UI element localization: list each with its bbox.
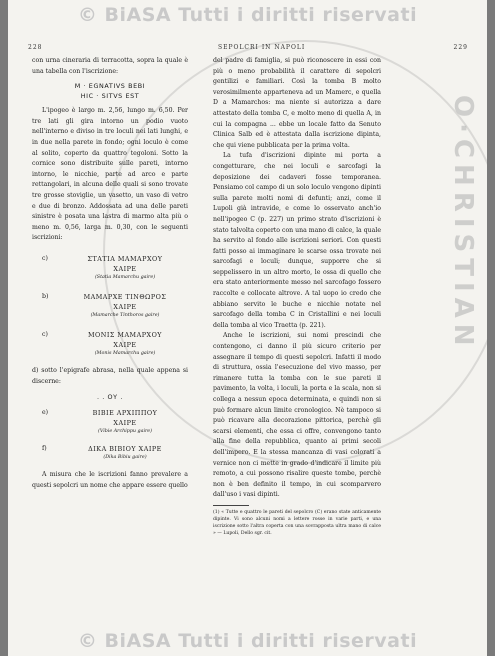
painted-inscriptions-paragraph: La tufa d'iscrizioni dipinte mi porta a congetturare, che nei loculi e sarcofagi la deposizione dei cadaveri fosse temporanea. Pensiamo col campo di un solo loculo vengono dipinti sulla parete molti nomi di defunti; anzi, come il Lupoli già intravide, e come lo osservato anch'io nell'ipogeo C (p. 227) un primo strato d'iscrizioni è stato talvolta coperto con una mano di calce, la quale ha servito al fondo alle iscrizioni seriori. Con questi fatti posso ai immaginare le scarse ossa trovate nei sarcofagi e loculi; dunque, supporre che si seppelissero in un altro morto, le ossa di quello che era stato anteriormente messo nel sarcofago fossero raccolte e collocate altrove. A tal uopo io credo che abbiano servito le buche e nicchie notate nel sarcofago della tomba C in Cristallini e nei loculi della tomba al vico Traetta (p. 221). bbox=[213, 152, 381, 329]
inscription-line: M · EGNATIVS BEBI bbox=[74, 82, 146, 91]
watermark-top: © BiASA Tutti i diritti riservati bbox=[77, 4, 418, 26]
running-title: SEPOLCRI IN NAPOLI bbox=[218, 44, 306, 51]
dating-paragraph: Anche le iscrizioni, sui nomi prescindi che contengono, ci danno il più sicuro criterio per assegnare il tempo di questi sepolcri. Infatti il modo di struttura, ossia l'esecuzione del vivo masso, per rimanere tutta la tomba con le sue pareti il pavimento, la volta, i loculi, la porta e la scala, non si collega a nessun epoca determinata, e quindi non si può formare alcun limite cronologico. Nè tampoco si può ricavare alla decorazione pittorica, perchè gli scarsi elementi, che essa ci offre, convengono tanto alla fine della repubblica, quanto ai primi secoli dell'impero. E la stessa mancanza di vasi colorati a vernice non ci mette in grado d'indicare il limite più remoto, a cui possono risalire queste tombe, perchè non è ben definito il tempo, in cui scomparvero dall'uso i vasi dipinti. bbox=[213, 332, 381, 499]
greek-line: ΒΙΒΙΕ ΑΡΧΙΠΠΟΥ bbox=[92, 409, 158, 418]
entry-label: f) bbox=[42, 445, 47, 453]
left-column bbox=[32, 56, 188, 491]
footnote-rule bbox=[213, 505, 249, 506]
transliteration: (Vibie Archippu gaire) bbox=[97, 429, 153, 435]
greek-line: ΜΑΜΑΡΧΕ ΤΙΝΘΩΡΟΣ bbox=[83, 292, 167, 301]
inscription-entry bbox=[32, 408, 188, 436]
footnote: (1) « Tutte e quattro le pareti del sepolcro (C) erano state anticamente dipinte. Vi sono alcuni nomi a lettere rosse in varie parti, e una iscrizione sotto l'altra coperta con una sovrapposta ultra mano di calce » — Lupoli, Dello sgr. cit. bbox=[213, 509, 381, 536]
inscription-entry bbox=[32, 444, 188, 462]
greek-line: ΣΤΑΤΙΑ ΜΑΜΑΡΧΟΥ bbox=[87, 254, 163, 263]
closing-paragraph: A misura che le iscrizioni fanno prevalere a questi sepolcri un nome che appare essere quello bbox=[32, 471, 188, 489]
transliteration: (Dika Bibiu gaire) bbox=[103, 455, 147, 461]
transliteration: (Mamarche Tinthoros gaire) bbox=[90, 312, 160, 318]
greek-line: ΔΙΚΑ ΒΙΒΙΟΥ ΧΑΙΡΕ bbox=[88, 445, 162, 454]
greek-line: ΧΑΙΡΕ bbox=[113, 340, 137, 349]
page-number-left: 228 bbox=[28, 44, 43, 51]
inscription-entry bbox=[32, 330, 188, 358]
right-column bbox=[213, 56, 381, 537]
intro-paragraph: con urna cineraria di terracotta, sopra la quale è una tabella con l'iscrizione: bbox=[32, 57, 188, 75]
greek-line: ΧΑΙΡΕ bbox=[113, 302, 137, 311]
entry-label: c) bbox=[42, 330, 48, 338]
page-number-right: 229 bbox=[453, 44, 468, 51]
document-page bbox=[8, 0, 487, 656]
watermark-bottom: © BiASA Tutti i diritti riservati bbox=[77, 630, 418, 652]
stamp-text: O·CHRISTIAN bbox=[448, 95, 478, 352]
inscription-entry bbox=[32, 292, 188, 320]
greek-line: ΜΟΝΙΣ ΜΑΜΑΡΧΟΥ bbox=[87, 330, 163, 339]
entry-label: e) bbox=[42, 409, 49, 417]
transliteration: (Monis Mamarchu gaire) bbox=[94, 350, 156, 356]
family-tombs-paragraph: del padre di famiglia, si può riconoscere in essi con più o meno probabilità il carattere di sepolcri gentilizi e familiari. Così la tomba B molto verosimilmente apparteneva ad un Mamerc, e quella D a Mamarchos: ma niente si autorizza a dare attestato della tomba C, e molto meno di quella A, in cui la compagna ... ebbe un locale fatto da Senuto Clinica Salb ed è attestata dalla iscrizione dipinta, che qui viene pubblicata per la prima volta. bbox=[213, 57, 381, 149]
entry-label: c) bbox=[42, 254, 48, 262]
latin-inscription bbox=[32, 81, 188, 101]
description-paragraph: L'ipogeo è largo m. 2,56, lungo m. 6,50. Per tre lati gli gira intorno un podio vuoto nell'interno e diviso in tre loculi nei lati lunghi, e in due nella parete in fondo; ogni loculo è come al solito, coperto da quattro tegoloni. Sotto la cornice sono distribuite sulle pareti, intorno intorno, le nicchie, parte ad arco e parte rettangolari, in alcuna delle quali si sono trovate tre grosse stoviglie, un vasetto, un vaso di vetro e due di bronzo. Addossata ad una delle pareti sinistre è posata una lastra di marmo alta più o meno m. 0,56, larga m. 0,30, con le seguenti iscrizioni: bbox=[32, 107, 188, 242]
transliteration: (Statia Mamarchu gaire) bbox=[94, 274, 156, 280]
greek-line: ΧΑΙΡΕ bbox=[113, 419, 137, 428]
entry-label: b) bbox=[42, 292, 49, 300]
greek-line: ΧΑΙΡΕ bbox=[113, 264, 137, 273]
inscription-entry bbox=[32, 254, 188, 282]
inscription-line: HIC · SITVS EST bbox=[80, 92, 140, 101]
fragment-inscription: . . ΟΥ . bbox=[97, 393, 123, 402]
abraded-note: d) sotto l'epigrafe abrasa, nella quale appena si discerne: bbox=[32, 366, 188, 385]
